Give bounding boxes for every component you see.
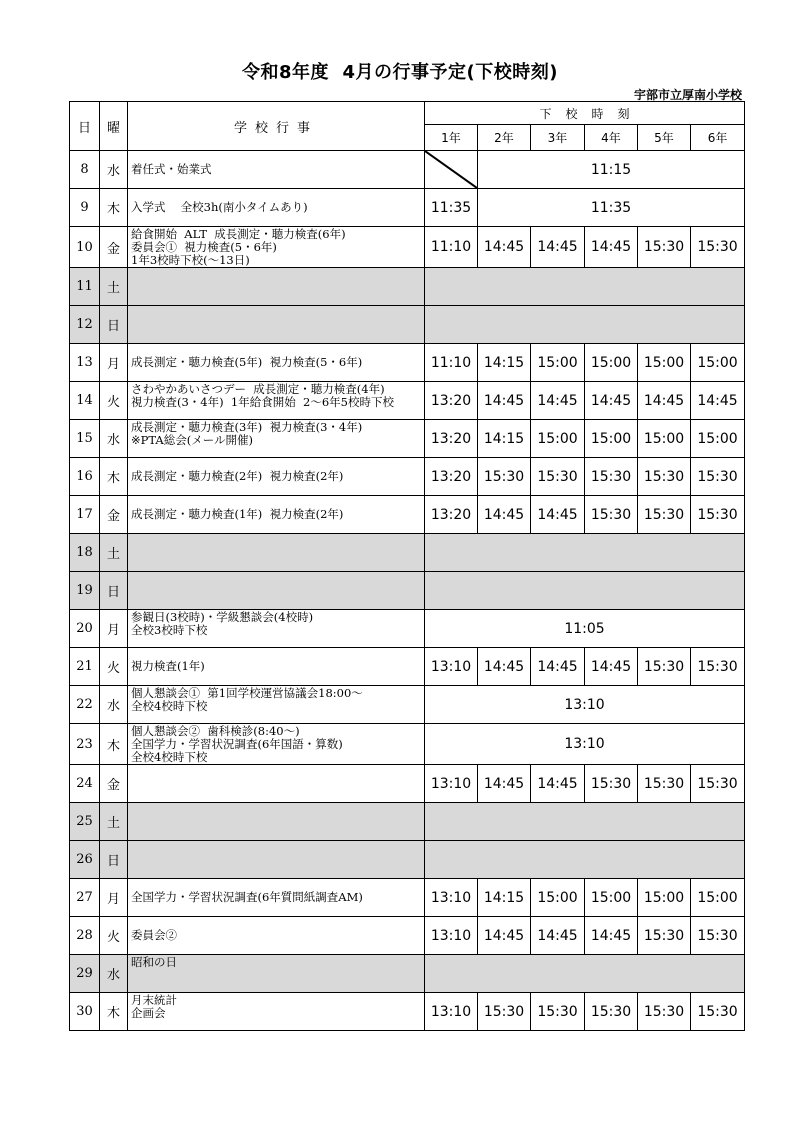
event-line: 着任式・始業式: [131, 162, 212, 176]
event-line: 個人懇談会② 歯科検診(8:40〜): [131, 724, 300, 738]
schedule-row: [70, 306, 745, 344]
time-cell: 15:30: [638, 458, 691, 496]
time-cell: 15:00: [638, 420, 691, 458]
time-cell: 13:10: [425, 648, 478, 686]
event-line: さわやかあいさつデー 成長測定・聴力検査(4年): [131, 382, 385, 396]
day-cell: 21: [70, 648, 100, 686]
weekday-cell: 日: [100, 841, 128, 879]
time-cell: 14:45: [478, 765, 531, 803]
day-cell: 26: [70, 841, 100, 879]
weekday-cell: 月: [100, 879, 128, 917]
day-cell: 19: [70, 572, 100, 610]
weekday-cell: 土: [100, 268, 128, 306]
event-line: 全国学力・学習状況調査(6年国語・算数): [131, 737, 343, 751]
schedule-row: [70, 227, 745, 268]
day-cell: 30: [70, 993, 100, 1031]
day-cell: 27: [70, 879, 100, 917]
time-cell: 15:00: [638, 344, 691, 382]
day-cell: 8: [70, 151, 100, 189]
schedule-row: [70, 382, 745, 420]
time-cell-all: 13:10: [425, 724, 745, 765]
time-cell: 15:00: [531, 344, 585, 382]
slash-icon: [425, 151, 477, 188]
time-cell: 14:15: [478, 420, 531, 458]
weekday-cell: 火: [100, 648, 128, 686]
time-cell: 14:45: [531, 917, 585, 955]
page-title: 令和8年度 4月の行事予定(下校時刻): [241, 62, 559, 83]
day-cell: 16: [70, 458, 100, 496]
time-cell-all: 11:05: [425, 610, 745, 648]
event-line: 委員会① 視力検査(5・6年): [131, 240, 277, 254]
schedule-row: [70, 917, 745, 955]
schedule-row: [70, 724, 745, 765]
header-events: 学校行事: [128, 102, 425, 151]
events-cell: [128, 841, 425, 879]
day-cell: 24: [70, 765, 100, 803]
time-cell: 14:45: [585, 648, 638, 686]
day-cell: 28: [70, 917, 100, 955]
time-cell: 15:30: [691, 917, 745, 955]
weekday-cell: 日: [100, 306, 128, 344]
event-line: 参観日(3校時)・学級懇談会(4校時): [131, 610, 314, 624]
event-line: 給食開始 ALT 成長測定・聴力検査(6年): [131, 227, 346, 241]
day-cell: 23: [70, 724, 100, 765]
day-cell: 17: [70, 496, 100, 534]
time-cell: 14:45: [478, 496, 531, 534]
time-cell: 14:45: [478, 382, 531, 420]
day-cell: 15: [70, 420, 100, 458]
holiday-fill: [425, 572, 745, 610]
weekday-cell: 木: [100, 189, 128, 227]
events-cell: [128, 648, 425, 686]
time-cell: 15:00: [691, 344, 745, 382]
time-cell: 11:10: [425, 227, 478, 268]
time-cell: 15:30: [478, 993, 531, 1031]
time-cell: 15:30: [691, 993, 745, 1031]
weekday-cell: 金: [100, 765, 128, 803]
time-cell: 14:45: [478, 227, 531, 268]
events-cell: [128, 724, 425, 765]
events-cell: [128, 686, 425, 724]
events-cell: [128, 420, 425, 458]
time-cell: 15:30: [691, 227, 745, 268]
event-line: 委員会②: [131, 928, 177, 942]
header-grade: 4年: [585, 125, 638, 151]
time-cell: 15:00: [585, 420, 638, 458]
event-line: 全国学力・学習状況調査(6年質問紙調査AM): [131, 890, 363, 904]
weekday-cell: 木: [100, 993, 128, 1031]
header-grade: 1年: [425, 125, 478, 151]
time-cell: 15:00: [531, 879, 585, 917]
time-cell: 14:45: [478, 648, 531, 686]
day-cell: 20: [70, 610, 100, 648]
time-cell: 14:45: [585, 917, 638, 955]
weekday-cell: 金: [100, 227, 128, 268]
event-line: 成長測定・聴力検査(5年) 視力検査(5・6年): [131, 355, 363, 369]
schedule-row: [70, 648, 745, 686]
weekday-cell: 火: [100, 917, 128, 955]
events-cell: [128, 458, 425, 496]
time-cell: 14:45: [691, 382, 745, 420]
time-cell: 15:30: [638, 648, 691, 686]
event-line: 視力検査(3・4年) 1年給食開始 2〜6年5校時下校: [131, 395, 394, 409]
event-line: ※PTA総会(メール開催): [131, 433, 253, 447]
time-cell-all: 13:10: [425, 686, 745, 724]
time-cell: 15:30: [478, 458, 531, 496]
events-cell: [128, 572, 425, 610]
events-cell: [128, 879, 425, 917]
time-cell: 15:30: [585, 496, 638, 534]
header-grade: 5年: [638, 125, 691, 151]
weekday-cell: 月: [100, 344, 128, 382]
day-cell: 11: [70, 268, 100, 306]
events-cell: [128, 344, 425, 382]
weekday-cell: 土: [100, 803, 128, 841]
time-cell: 14:45: [531, 382, 585, 420]
header-day: 日: [70, 102, 100, 151]
time-cell: 14:45: [531, 765, 585, 803]
schedule-row: [70, 879, 745, 917]
day-cell: 25: [70, 803, 100, 841]
schedule-row: [70, 765, 745, 803]
schedule-row: [70, 534, 745, 572]
events-cell: [128, 917, 425, 955]
weekday-cell: 火: [100, 382, 128, 420]
event-line: 個人懇談会① 第1回学校運営協議会18:00〜: [131, 686, 363, 700]
time-cell-span: 11:35: [478, 189, 745, 227]
schedule-row: [70, 803, 745, 841]
time-cell: 15:30: [691, 648, 745, 686]
time-cell: 15:30: [638, 496, 691, 534]
events-cell: [128, 496, 425, 534]
event-line: 全校4校時下校: [131, 750, 208, 764]
schedule-row: [70, 344, 745, 382]
events-cell: [128, 227, 425, 268]
time-cell: 14:45: [531, 496, 585, 534]
time-cell: 14:45: [478, 917, 531, 955]
schedule-row: [70, 420, 745, 458]
weekday-cell: 日: [100, 572, 128, 610]
holiday-fill: [425, 841, 745, 879]
time-cell: 15:30: [691, 765, 745, 803]
day-cell: 13: [70, 344, 100, 382]
time-cell: 15:30: [531, 458, 585, 496]
time-cell: 14:15: [478, 344, 531, 382]
events-cell: [128, 803, 425, 841]
schedule-body: [70, 102, 745, 1031]
time-cell: 15:00: [638, 879, 691, 917]
schedule-row: [70, 151, 745, 189]
schedule-row: [70, 686, 745, 724]
day-cell: 22: [70, 686, 100, 724]
schedule-row: [70, 189, 745, 227]
slash-cell: [425, 151, 478, 189]
day-cell: 14: [70, 382, 100, 420]
event-line: 成長測定・聴力検査(2年) 視力検査(2年): [131, 469, 344, 483]
schedule-row: [70, 458, 745, 496]
day-cell: 10: [70, 227, 100, 268]
event-line: 入学式 全校3h(南小タイムあり): [131, 200, 308, 214]
holiday-fill: [425, 955, 745, 993]
time-cell: 15:00: [585, 344, 638, 382]
time-cell: 15:30: [691, 458, 745, 496]
time-cell: 15:00: [691, 879, 745, 917]
time-cell: 13:20: [425, 382, 478, 420]
time-cell: 13:10: [425, 993, 478, 1031]
weekday-cell: 土: [100, 534, 128, 572]
time-cell: 15:30: [638, 993, 691, 1031]
weekday-cell: 木: [100, 724, 128, 765]
events-cell: [128, 306, 425, 344]
holiday-fill: [425, 803, 745, 841]
time-cell: 14:45: [531, 227, 585, 268]
holiday-fill: [425, 306, 745, 344]
schedule-row: [70, 496, 745, 534]
events-cell: [128, 151, 425, 189]
holiday-fill: [425, 534, 745, 572]
time-cell: 15:30: [531, 993, 585, 1031]
time-cell: 15:30: [638, 765, 691, 803]
events-cell: [128, 610, 425, 648]
school-name: 宇部市立厚南小学校: [633, 88, 742, 102]
events-cell: [128, 268, 425, 306]
events-cell: [128, 955, 425, 993]
event-line: 昭和の日: [131, 955, 177, 969]
time-cell: 15:30: [638, 917, 691, 955]
weekday-cell: 水: [100, 151, 128, 189]
time-cell: 13:10: [425, 917, 478, 955]
time-cell: 11:35: [425, 189, 478, 227]
event-line: 1年3校時下校(〜13日): [131, 253, 250, 267]
time-cell: 11:10: [425, 344, 478, 382]
event-line: 成長測定・聴力検査(1年) 視力検査(2年): [131, 507, 344, 521]
header-grade: 2年: [478, 125, 531, 151]
weekday-cell: 月: [100, 610, 128, 648]
weekday-cell: 金: [100, 496, 128, 534]
time-cell: 15:00: [585, 879, 638, 917]
schedule-row: [70, 955, 745, 993]
time-cell: 13:20: [425, 496, 478, 534]
events-cell: [128, 765, 425, 803]
header-grade: 6年: [691, 125, 745, 151]
time-cell-span: 11:15: [478, 151, 745, 189]
events-cell: [128, 993, 425, 1031]
weekday-cell: 木: [100, 458, 128, 496]
schedule-row: [70, 993, 745, 1031]
day-cell: 29: [70, 955, 100, 993]
time-cell: 15:30: [691, 496, 745, 534]
schedule-table: [69, 101, 745, 1031]
time-cell: 13:10: [425, 879, 478, 917]
time-cell: 13:10: [425, 765, 478, 803]
schedule-row: [70, 610, 745, 648]
header-dismissal: 下校時刻: [425, 102, 745, 125]
schedule-row: [70, 841, 745, 879]
time-cell: 14:45: [585, 227, 638, 268]
time-cell: 15:30: [585, 458, 638, 496]
weekday-cell: 水: [100, 955, 128, 993]
event-line: 月末統計: [131, 993, 177, 1007]
time-cell: 14:45: [585, 382, 638, 420]
header-row: [70, 102, 745, 125]
event-line: 視力検査(1年): [131, 659, 205, 673]
header-grade: 3年: [531, 125, 585, 151]
weekday-cell: 水: [100, 686, 128, 724]
event-line: 成長測定・聴力検査(3年) 視力検査(3・4年): [131, 420, 363, 434]
time-cell: 15:00: [691, 420, 745, 458]
time-cell: 14:45: [638, 382, 691, 420]
schedule-row: [70, 268, 745, 306]
time-cell: 13:20: [425, 420, 478, 458]
time-cell: 15:30: [638, 227, 691, 268]
header-weekday: 曜: [100, 102, 128, 151]
schedule-row: [70, 572, 745, 610]
time-cell: 15:00: [531, 420, 585, 458]
events-cell: [128, 534, 425, 572]
event-line: 全校3校時下校: [131, 623, 208, 637]
events-cell: [128, 189, 425, 227]
day-cell: 18: [70, 534, 100, 572]
time-cell: 15:30: [585, 765, 638, 803]
day-cell: 9: [70, 189, 100, 227]
time-cell: 14:45: [531, 648, 585, 686]
holiday-fill: [425, 268, 745, 306]
events-cell: [128, 382, 425, 420]
weekday-cell: 水: [100, 420, 128, 458]
time-cell: 13:20: [425, 458, 478, 496]
time-cell: 15:30: [585, 993, 638, 1031]
time-cell: 14:15: [478, 879, 531, 917]
event-line: 全校4校時下校: [131, 699, 208, 713]
event-line: 企画会: [131, 1006, 166, 1020]
day-cell: 12: [70, 306, 100, 344]
